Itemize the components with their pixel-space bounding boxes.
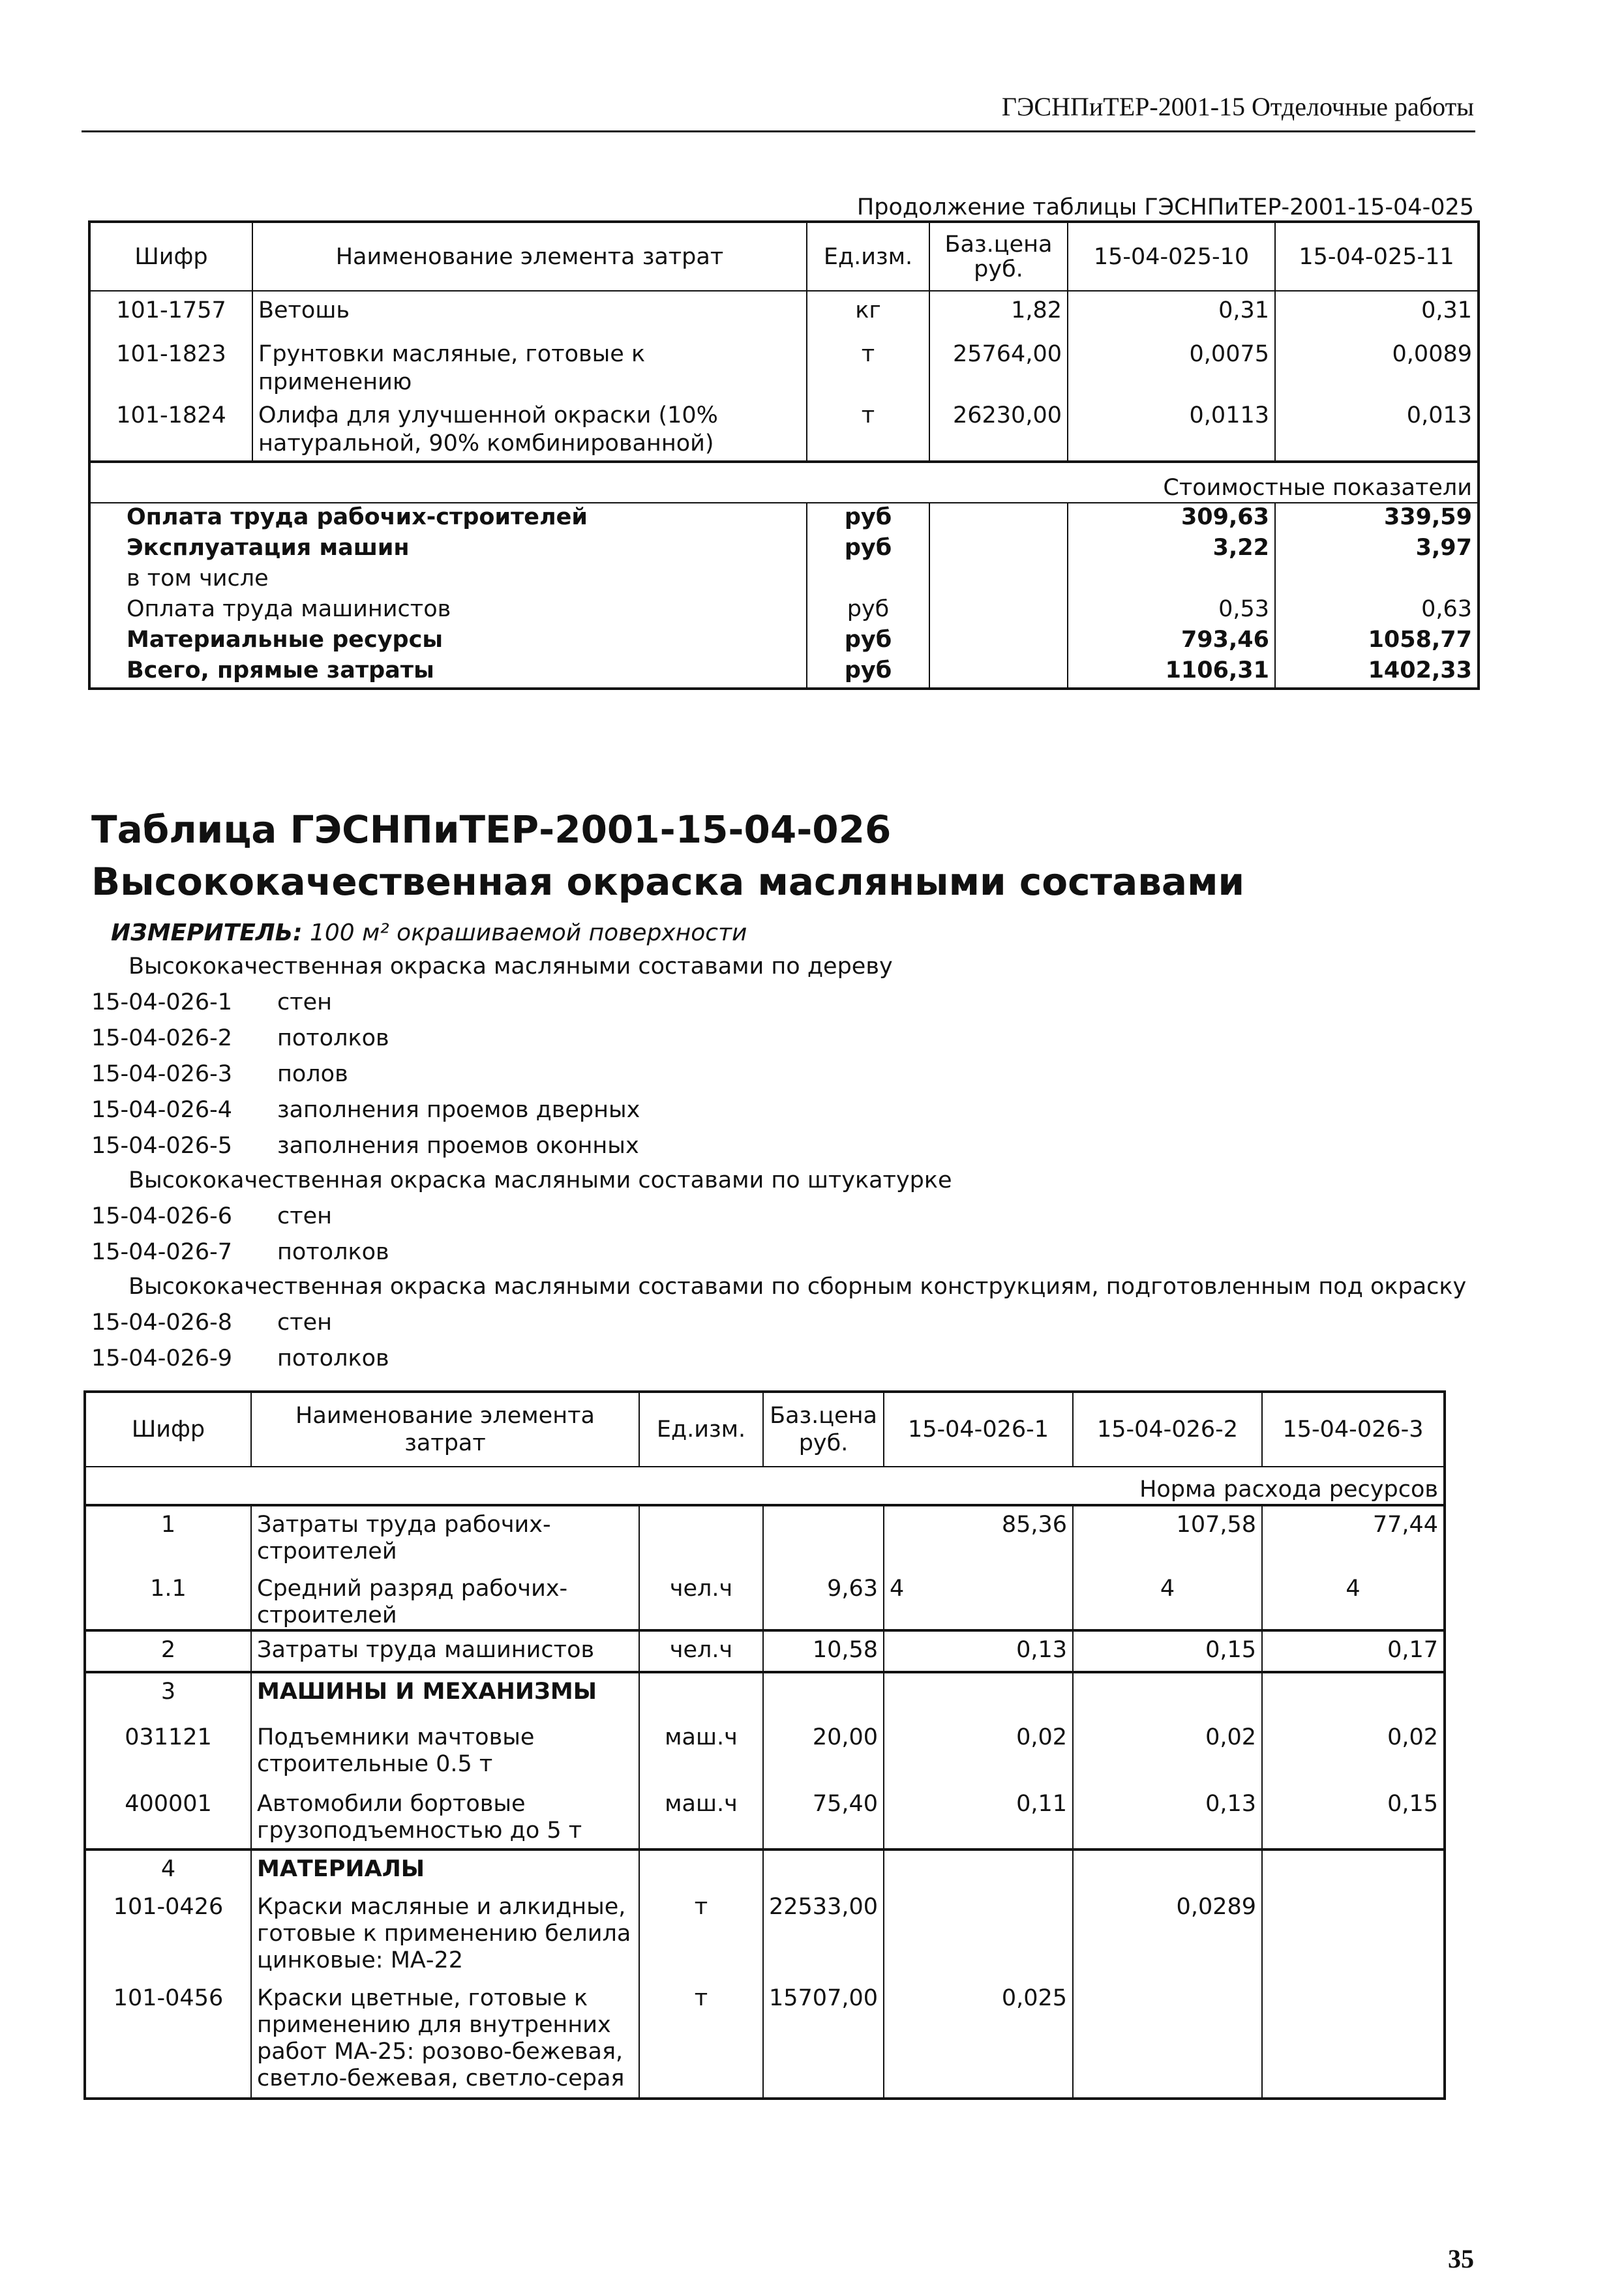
meter-line (111, 920, 747, 946)
cost-price (929, 534, 1068, 565)
cost-price (929, 565, 1068, 595)
table-row (85, 1786, 1445, 1849)
col-header-rate-11: 15-04-025-11 (1275, 222, 1479, 291)
cost-value-10: 0,53 (1068, 595, 1275, 626)
row-value-2 (1073, 1849, 1262, 1889)
row-value-1: 0,13 (884, 1630, 1073, 1672)
row-value-1: 0,025 (884, 1980, 1073, 2099)
row-price (763, 1672, 884, 1719)
row-price: 9,63 (763, 1570, 884, 1630)
table-title: Таблица ГЭСНПиТЕР-2001-15-04-026 (91, 807, 892, 852)
row-unit: т (807, 397, 929, 462)
row-value-10: 0,0113 (1068, 397, 1275, 462)
table-continuation-caption: Продолжение таблицы ГЭСНПиТЕР-2001-15-04-025 (856, 194, 1474, 220)
row-price (763, 1849, 884, 1889)
cost-value-11: 1058,77 (1275, 626, 1479, 657)
cost-row (89, 565, 1479, 595)
row-unit: т (807, 335, 929, 397)
cost-price (929, 595, 1068, 626)
cost-value-10: 3,22 (1068, 534, 1275, 565)
col-header-name: Наименование элемента затрат (252, 222, 807, 291)
row-name: МАШИНЫ И МЕХАНИЗМЫ (251, 1672, 639, 1719)
row-value-1: 85,36 (884, 1505, 1073, 1570)
row-value-2 (1073, 1672, 1262, 1719)
row-price: 15707,00 (763, 1980, 884, 2099)
table-row (85, 1630, 1445, 1672)
row-code: 1 (85, 1505, 251, 1570)
running-title: ГЭСНПиТЕР-2001-15 Отделочные работы (1001, 92, 1474, 121)
row-value-3: 0,17 (1262, 1630, 1445, 1672)
row-unit (639, 1849, 763, 1889)
row-price (763, 1505, 884, 1570)
row-value-2: 107,58 (1073, 1505, 1262, 1570)
row-value-11: 0,0089 (1275, 335, 1479, 397)
col-header-rate-10: 15-04-025-10 (1068, 222, 1275, 291)
group-heading: Высококачественная окраска масляными составами по сборным конструкциям, подготовленным под окраску (128, 1274, 1467, 1300)
table-row (85, 1505, 1445, 1570)
row-value-3: 0,15 (1262, 1786, 1445, 1849)
row-value-2: 0,13 (1073, 1786, 1262, 1849)
cost-label: Материальные ресурсы (89, 626, 807, 657)
item-code: 15-04-026-3 (91, 1061, 233, 1087)
col-header-price: Баз.цена руб. (763, 1392, 884, 1467)
cost-unit (807, 565, 929, 595)
item-name: полов (277, 1061, 348, 1087)
table-row (85, 1889, 1445, 1980)
table-row (85, 1980, 1445, 2099)
meter-value: 100 м² окрашиваемой поверхности (309, 920, 747, 946)
row-unit: т (639, 1980, 763, 2099)
row-value-10: 0,0075 (1068, 335, 1275, 397)
cost-label: Оплата труда рабочих-строителей (89, 503, 807, 534)
item-name: стен (277, 1310, 333, 1336)
table-row (85, 1849, 1445, 1889)
row-unit: чел.ч (639, 1570, 763, 1630)
row-name: Краски цветные, готовые к применению для внутренних работ МА-25: розово-бежевая, светло-бежевая, светло-серая (251, 1980, 639, 2099)
row-value-3 (1262, 1889, 1445, 1980)
row-value-2: 0,0289 (1073, 1889, 1262, 1980)
item-code: 15-04-026-5 (91, 1133, 233, 1159)
row-name: Средний разряд рабочих-строителей (251, 1570, 639, 1630)
row-price: 22533,00 (763, 1889, 884, 1980)
row-unit (639, 1672, 763, 1719)
meter-label: ИЗМЕРИТЕЛЬ: (111, 920, 303, 946)
cost-unit: руб (807, 503, 929, 534)
cost-subheader-row (89, 462, 1479, 503)
row-name: Автомобили бортовые грузоподъемностью до 5 т (251, 1786, 639, 1849)
row-code: 400001 (85, 1786, 251, 1849)
row-code: 101-0426 (85, 1889, 251, 1980)
resource-table-026 (83, 1390, 1446, 2100)
cost-value-11 (1275, 565, 1479, 595)
cost-row (89, 626, 1479, 657)
table-row (85, 1719, 1445, 1786)
row-value-1 (884, 1849, 1073, 1889)
cost-value-10: 309,63 (1068, 503, 1275, 534)
cost-value-10: 1106,31 (1068, 657, 1275, 689)
row-value-3 (1262, 1980, 1445, 2099)
row-code: 101-1757 (89, 291, 252, 335)
item-code: 15-04-026-7 (91, 1239, 233, 1265)
row-code: 101-1824 (89, 397, 252, 462)
cost-label: Эксплуатация машин (89, 534, 807, 565)
row-price: 1,82 (929, 291, 1068, 335)
col-header-rate-3: 15-04-026-3 (1262, 1392, 1445, 1467)
row-unit: кг (807, 291, 929, 335)
table-header-row (85, 1392, 1445, 1467)
row-name: Затраты труда машинистов (251, 1630, 639, 1672)
cost-unit: руб (807, 595, 929, 626)
item-name: потолков (277, 1025, 389, 1051)
item-name: заполнения проемов оконных (277, 1133, 639, 1159)
cost-value-11: 0,63 (1275, 595, 1479, 626)
resource-table-025 (88, 220, 1480, 690)
group-heading: Высококачественная окраска масляными составами по дереву (128, 953, 893, 980)
cost-label: Всего, прямые затраты (89, 657, 807, 689)
col-header-rate-2: 15-04-026-2 (1073, 1392, 1262, 1467)
row-unit: маш.ч (639, 1719, 763, 1786)
row-name: МАТЕРИАЛЫ (251, 1849, 639, 1889)
table-row (89, 397, 1479, 462)
row-name: Затраты труда рабочих-строителей (251, 1505, 639, 1570)
row-value-11: 0,013 (1275, 397, 1479, 462)
cost-value-11: 3,97 (1275, 534, 1479, 565)
cost-label: Оплата труда машинистов (89, 595, 807, 626)
item-code: 15-04-026-1 (91, 989, 233, 1015)
col-header-name: Наименование элемента затрат (251, 1392, 639, 1467)
item-name: потолков (277, 1239, 389, 1265)
cost-row (89, 503, 1479, 534)
row-value-1: 0,02 (884, 1719, 1073, 1786)
row-code: 031121 (85, 1719, 251, 1786)
cost-value-10 (1068, 565, 1275, 595)
table-row (89, 291, 1479, 335)
row-price: 10,58 (763, 1630, 884, 1672)
row-unit: чел.ч (639, 1630, 763, 1672)
row-value-3 (1262, 1672, 1445, 1719)
row-price: 25764,00 (929, 335, 1068, 397)
row-value-3: 4 (1262, 1570, 1445, 1630)
norm-subheader-row (85, 1467, 1445, 1505)
cost-price (929, 626, 1068, 657)
cost-row (89, 657, 1479, 689)
row-code: 1.1 (85, 1570, 251, 1630)
item-code: 15-04-026-4 (91, 1097, 233, 1123)
item-name: стен (277, 989, 333, 1015)
row-value-3 (1262, 1849, 1445, 1889)
row-price: 20,00 (763, 1719, 884, 1786)
item-code: 15-04-026-6 (91, 1203, 233, 1229)
row-value-2: 4 (1073, 1570, 1262, 1630)
item-name: потолков (277, 1345, 389, 1371)
table-header-row (89, 222, 1479, 291)
row-code: 101-1823 (89, 335, 252, 397)
cost-value-11: 1402,33 (1275, 657, 1479, 689)
item-name: стен (277, 1203, 333, 1229)
row-value-3: 0,02 (1262, 1719, 1445, 1786)
cost-subheader: Стоимостные показатели (89, 462, 1479, 503)
cost-label: в том числе (89, 565, 807, 595)
col-header-price: Баз.цена руб. (929, 222, 1068, 291)
col-header-unit: Ед.изм. (807, 222, 929, 291)
row-code: 2 (85, 1630, 251, 1672)
cost-value-11: 339,59 (1275, 503, 1479, 534)
row-unit: маш.ч (639, 1786, 763, 1849)
row-value-1: 4 (884, 1570, 1073, 1630)
item-name: заполнения проемов дверных (277, 1097, 640, 1123)
col-header-code: Шифр (89, 222, 252, 291)
col-header-code: Шифр (85, 1392, 251, 1467)
col-header-unit: Ед.изм. (639, 1392, 763, 1467)
group-heading: Высококачественная окраска масляными составами по штукатурке (128, 1167, 952, 1193)
row-price: 75,40 (763, 1786, 884, 1849)
col-header-rate-1: 15-04-026-1 (884, 1392, 1073, 1467)
cost-unit: руб (807, 657, 929, 689)
row-code: 4 (85, 1849, 251, 1889)
row-code: 101-0456 (85, 1980, 251, 2099)
table-row (85, 1570, 1445, 1630)
item-code: 15-04-026-9 (91, 1345, 233, 1371)
table-row (89, 335, 1479, 397)
row-unit: т (639, 1889, 763, 1980)
cost-price (929, 503, 1068, 534)
row-value-3: 77,44 (1262, 1505, 1445, 1570)
row-value-1 (884, 1672, 1073, 1719)
row-value-1 (884, 1889, 1073, 1980)
cost-row (89, 534, 1479, 565)
table-row (85, 1672, 1445, 1719)
row-value-2: 0,15 (1073, 1630, 1262, 1672)
row-name: Олифа для улучшенной окраски (10% натуральной, 90% комбинированной) (252, 397, 807, 462)
cost-value-10: 793,46 (1068, 626, 1275, 657)
row-name: Краски масляные и алкидные, готовые к применению белила цинковые: МА-22 (251, 1889, 639, 1980)
table-subtitle: Высококачественная окраска масляными составами (91, 860, 1245, 904)
row-unit (639, 1505, 763, 1570)
row-value-11: 0,31 (1275, 291, 1479, 335)
cost-row (89, 595, 1479, 626)
item-code: 15-04-026-8 (91, 1310, 233, 1336)
page-number: 35 (1448, 2244, 1474, 2273)
row-value-1: 0,11 (884, 1786, 1073, 1849)
header-rule (82, 130, 1475, 132)
row-name: Подъемники мачтовые строительные 0.5 т (251, 1719, 639, 1786)
cost-unit: руб (807, 534, 929, 565)
row-name: Грунтовки масляные, готовые к применению (252, 335, 807, 397)
cost-price (929, 657, 1068, 689)
item-code: 15-04-026-2 (91, 1025, 233, 1051)
row-value-2: 0,02 (1073, 1719, 1262, 1786)
cost-unit: руб (807, 626, 929, 657)
row-code: 3 (85, 1672, 251, 1719)
row-name: Ветошь (252, 291, 807, 335)
norm-subheader: Норма расхода ресурсов (85, 1467, 1445, 1505)
row-value-10: 0,31 (1068, 291, 1275, 335)
row-price: 26230,00 (929, 397, 1068, 462)
row-value-2 (1073, 1980, 1262, 2099)
